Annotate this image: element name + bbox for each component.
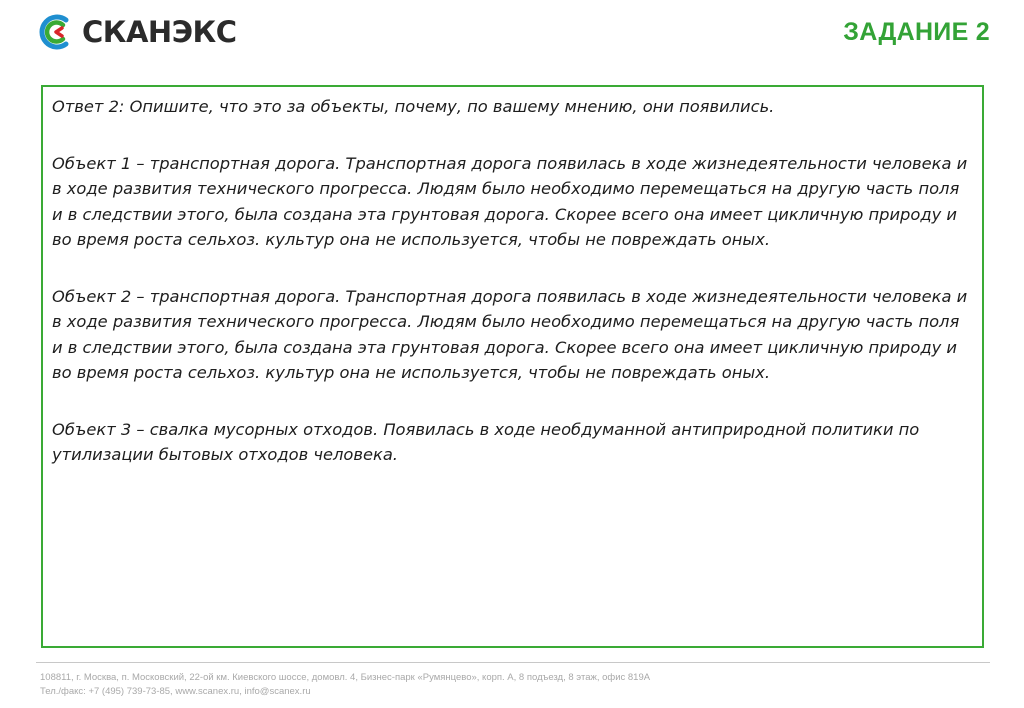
answer-box bbox=[41, 85, 984, 648]
footer-contacts: Тел./факс: +7 (495) 739-73-85, www.scanex.ru, info@scanex.ru bbox=[40, 686, 311, 697]
footer-address: 108811, г. Москва, п. Московский, 22-ой км. Киевского шоссе, домовл. 4, Бизнес-парк «Румянцево», корп. А, 8 подъезд, 8 этаж, офис 819А bbox=[40, 672, 651, 683]
footer-divider bbox=[36, 662, 990, 663]
question-text: Ответ 2: Опишите, что это за объекты, почему, по вашему мнению, они появились. bbox=[52, 97, 775, 116]
scanex-logo-icon bbox=[36, 12, 76, 52]
slide-title: ЗАДАНИЕ 2 bbox=[843, 18, 990, 46]
company-logo bbox=[36, 12, 236, 52]
object-2-paragraph: Объект 2 – транспортная дорога. Транспортная дорога появилась в ходе жизнедеятельности человека и в ходе развития технического прогресса. Людям было необходимо перемещаться на другую часть поля и в следствии этого, была создана эта грунтовая дорога. Скорее всего она имеет цикличную природу и во время роста сельхоз. культур она не используется, чтобы не повреждать оных. bbox=[52, 286, 968, 382]
footer bbox=[40, 671, 650, 699]
logo-text: СКАНЭКС bbox=[82, 14, 237, 49]
object-1-paragraph: Объект 1 – транспортная дорога. Транспортная дорога появилась в ходе жизнедеятельности человека и в ходе развития технического прогресса. Людям было необходимо перемещаться на другую часть поля и в следствии этого, была создана эта грунтовая дорога. Скорее всего она имеет цикличную природу и во время роста сельхоз. культур она не используется, чтобы не повреждать оных. bbox=[52, 153, 968, 249]
object-3-paragraph: Объект 3 – свалка мусорных отходов. Появилась в ходе необдуманной антиприродной политики по утилизации бытовых отходов человека. bbox=[52, 419, 920, 464]
